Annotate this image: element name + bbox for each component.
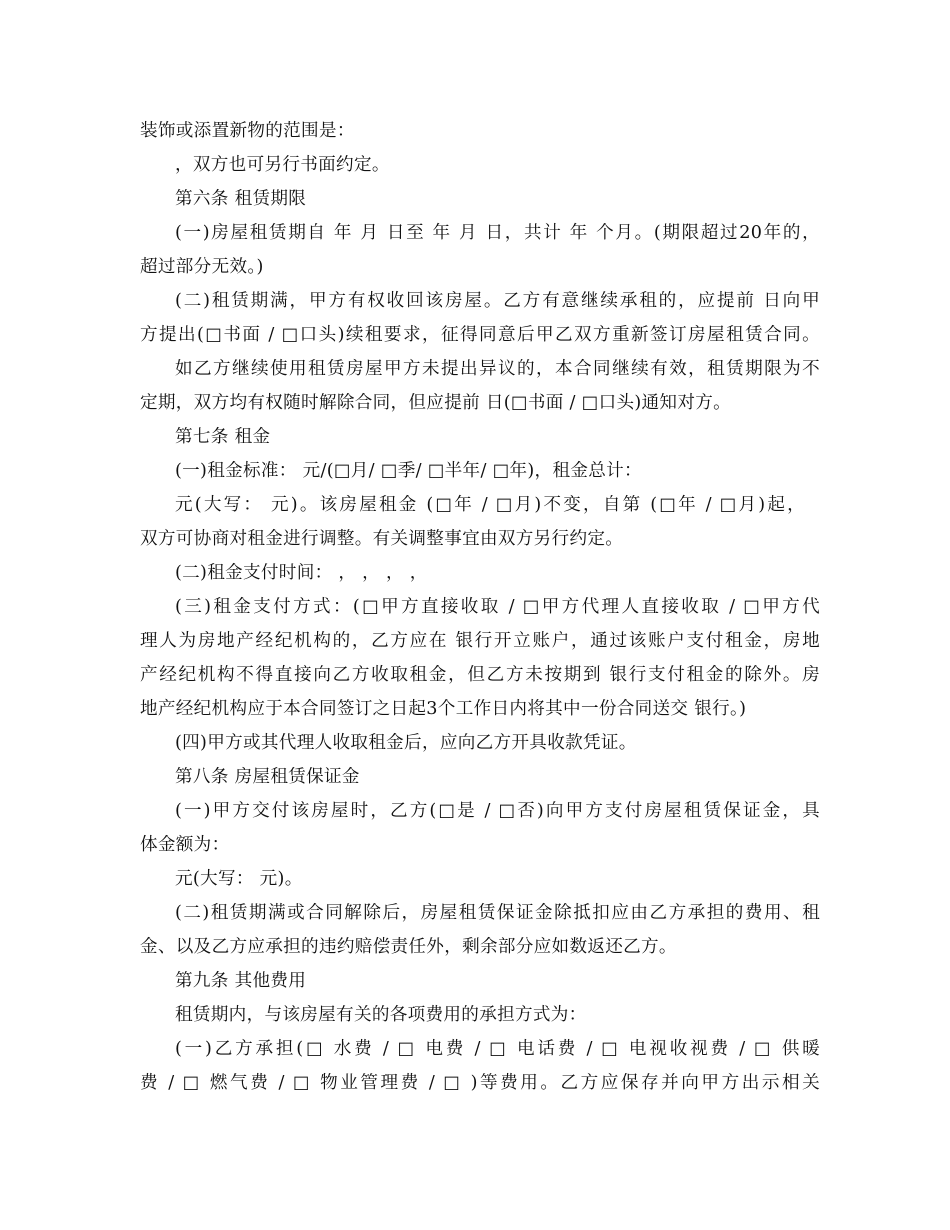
text-line: 如乙方继续使用租赁房屋甲方未提出异议的，本合同继续有效，租赁期限为不	[175, 359, 820, 379]
text-line: 费 / □ 燃气费 / □ 物业管理费 / □ )等费用。乙方应保存并向甲方出示相关	[140, 1073, 820, 1093]
text-line: 定期，双方均有权随时解除合同，但应提前 日(□书面 / □口头)通知对方。	[140, 393, 732, 413]
text-line: (二)租金支付时间： ， ， ， ，	[175, 563, 428, 583]
text-line: (三)租金支付方式：(□甲方直接收取 / □甲方代理人直接收取 / □甲方代	[175, 597, 820, 617]
text-line: ，双方也可另行书面约定。	[175, 155, 390, 175]
text-line: (四)甲方或其代理人收取租金后，应向乙方开具收款凭证。	[175, 733, 637, 753]
text-line: 理人为房地产经纪机构的，乙方应在 银行开立账户，通过该账户支付租金，房地	[140, 631, 820, 651]
text-line: (一)乙方承担(□ 水费 / □ 电费 / □ 电话费 / □ 电视收视费 / □ 供暖	[175, 1039, 820, 1059]
text-line: 金、以及乙方应承担的违约赔偿责任外，剩余部分应如数返还乙方。	[140, 937, 677, 957]
text-line: 元(大写： 元)。	[175, 869, 303, 889]
text-line: 体金额为：	[140, 835, 230, 855]
text-line: (一)房屋租赁期自 年 月 日至 年 月 日，共计 年 个月。(期限超过20年的，	[175, 223, 820, 243]
article-heading: 第六条 租赁期限	[175, 189, 307, 209]
text-line: (一)甲方交付该房屋时，乙方(□是 / □否)向甲方支付房屋租赁保证金，具	[175, 801, 820, 821]
article-heading: 第七条 租金	[175, 427, 271, 447]
text-line: (一)租金标准： 元/(□月/ □季/ □半年/ □年)，租金总计：	[175, 461, 642, 481]
text-line: 超过部分无效。)	[140, 257, 264, 277]
text-line: 装饰或添置新物的范围是：	[140, 121, 355, 141]
article-heading: 第九条 其他费用	[175, 971, 307, 991]
text-line: 地产经纪机构应于本合同签订之日起3个工作日内将其中一份合同送交 银行。)	[140, 699, 747, 719]
text-line: 方提出(□书面 / □口头)续租要求，征得同意后甲乙双方重新签订房屋租赁合同。	[140, 325, 820, 345]
text-line: 产经纪机构不得直接向乙方收取租金，但乙方未按期到 银行支付租金的除外。房	[140, 665, 820, 685]
article-heading: 第八条 房屋租赁保证金	[175, 767, 360, 787]
text-line: 双方可协商对租金进行调整。有关调整事宜由双方另行约定。	[140, 529, 624, 549]
text-line: (二)租赁期满或合同解除后，房屋租赁保证金除抵扣应由乙方承担的费用、租	[175, 903, 820, 923]
text-line: (二)租赁期满，甲方有权收回该房屋。乙方有意继续承租的，应提前 日向甲	[175, 291, 820, 311]
text-line: 元(大写： 元)。该房屋租金 (□年 / □月)不变，自第 (□年 / □月)起，	[175, 495, 805, 515]
text-line: 租赁期内，与该房屋有关的各项费用的承担方式为：	[175, 1005, 587, 1025]
